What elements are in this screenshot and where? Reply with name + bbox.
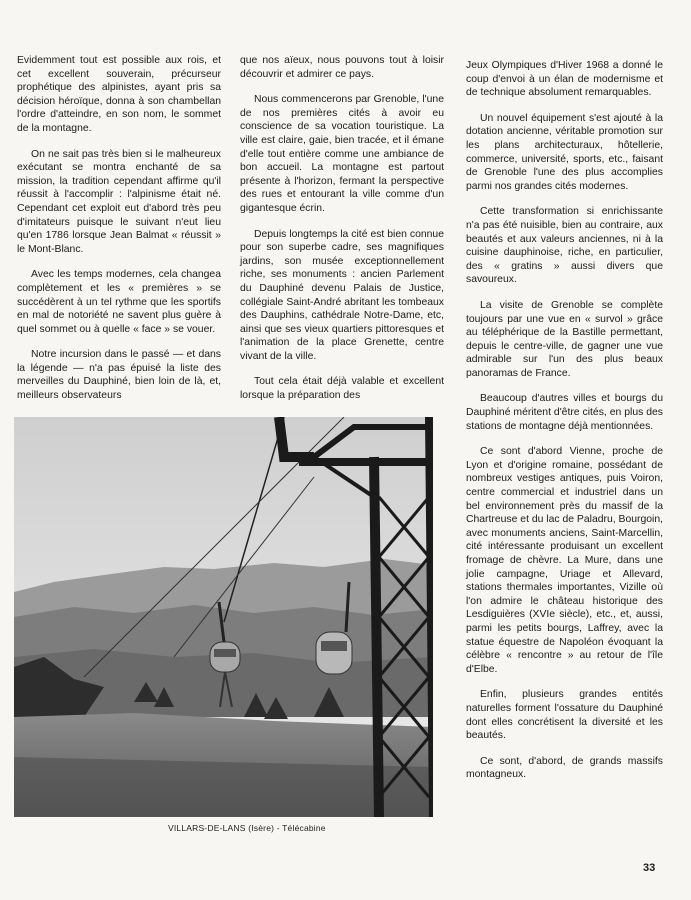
paragraph: Ce sont, d'abord, de grands massifs montagneux.: [466, 755, 663, 781]
paragraph: Nous commencerons par Grenoble, l'une de nos premières cités à avoir eu conscience de sa vocation touristique. La ville est claire, gaie, bien tracée, et il émane d'elle tout entière comme une ambiance de bon accueil. La montagne est partout présente à l'horizon, fermant la perspective des rues et entourant la ville comme d'un gigantesque écrin.: [240, 94, 444, 214]
page-number: 33: [643, 862, 656, 874]
photo-caption: VILLARS-DE-LANS (Isère) - Télécabine: [168, 823, 326, 833]
paragraph: On ne sait pas très bien si le malheureux exécutant se montra enchanté de sa mission, la tradition cependant affirme qu'il réussit à l'accomplir : l'alpinisme était né. Cependant cet exploit eut d'abord très peu d'imitateurs puisque le suivant n'eut lieu qu'en 1786 lorsque Jean Balmat « réussit » le Mont-Blanc.: [17, 148, 221, 255]
paragraph: Beaucoup d'autres villes et bourgs du Dauphiné méritent d'être cités, en plus des stations de montagne déjà mentionnées.: [466, 393, 663, 432]
paragraph: Evidemment tout est possible aux rois, et cet excellent souverain, précurseur prophétique des alpinistes, ayant pris sa décision héroïque, donna à son chambellan l'ordre d'atteindre, en son nom, le sommet de la montagne.: [17, 55, 221, 134]
paragraph: La visite de Grenoble se complète toujours par une vue en « survol » grâce au téléphérique de la Bastille permettant, depuis le centre-ville, de gagner une vue admirable sur l'un des plus beaux panoramas de France.: [466, 299, 663, 379]
paragraph: Ce sont d'abord Vienne, proche de Lyon et d'origine romaine, possédant de nombreux vestiges antiques, puis Voiron, centre commercial et industriel dans un bel environnement près du massif de la Chartreuse et du lac de Paladru, Bourgoin, avec monuments anciens, Saint-Marcellin, cité intéressante produisant un excellent fromage de chèvre. La Mure, dans une jolie campagne, Uriage et Allevard, stations thermales importantes, Vizille où l'on admire le château historique des Lesdiguières (XVIe siècle), etc., et, aussi, parmi les petits bourgs, Laffrey, avec la statue équestre de Napoléon évoquant la célèbre « rencontre » au retour de l'île d'Elbe.: [466, 446, 663, 675]
paragraph: Avec les temps modernes, cela changea complètement et les « premières » se succédèrent à un tel rythme que les sportifs en mal de notoriété ne savent plus guère à quel sommet ou à quelle « face » se vouer.: [17, 269, 221, 335]
text-column-2: [240, 54, 444, 415]
paragraph: Cette transformation si enrichissante n'a pas été nuisible, bien au contraire, aux beautés et aux valeurs anciennes, ni à la cuisine dauphinoise, riche, en particulier, des « gratins » aussi divers que savoureux.: [466, 206, 663, 286]
paragraph: Depuis longtemps la cité est bien connue pour son superbe cadre, ses magnifiques jardins, son musée exceptionnellement riche, ses monuments : ancien Parlement du Dauphiné devenu Palais de Justice, collégiale Saint-André abritant les tombeaux des Dauphins, cathédrale Notre-Dame, etc, ainsi que ses vieux quartiers pittoresques et l'animation de la place Grenette, centre vivant de la ville.: [240, 228, 444, 362]
paragraph: Enfin, plusieurs grandes entités naturelles forment l'ossature du Dauphiné dont elles concrétisent la diversité et les beautés.: [466, 689, 663, 742]
paragraph: Notre incursion dans le passé — et dans la légende — n'a pas épuisé la liste des merveilles du Dauphiné, bien loin de là, et, meilleurs observateurs: [17, 349, 221, 402]
text-column-3: [466, 59, 663, 794]
paragraph: Tout cela était déjà valable et excellent lorsque la préparation des: [240, 376, 444, 402]
text-column-1: [17, 54, 221, 415]
gondola-lift-photo: [14, 417, 433, 817]
paragraph: Jeux Olympiques d'Hiver 1968 a donné le coup d'envoi à un élan de modernisme et de technique absolument remarquables.: [466, 60, 663, 99]
paragraph: que nos aïeux, nous pouvons tout à loisir découvrir et admirer ce pays.: [240, 55, 444, 80]
paragraph: Un nouvel équipement s'est ajouté à la dotation ancienne, véritable promotion sur les plans architecturaux, hôtellerie, commerce, université, sports, etc., faisant de Grenoble l'une des plus accomplies parmi nos grandes cités modernes.: [466, 112, 663, 192]
